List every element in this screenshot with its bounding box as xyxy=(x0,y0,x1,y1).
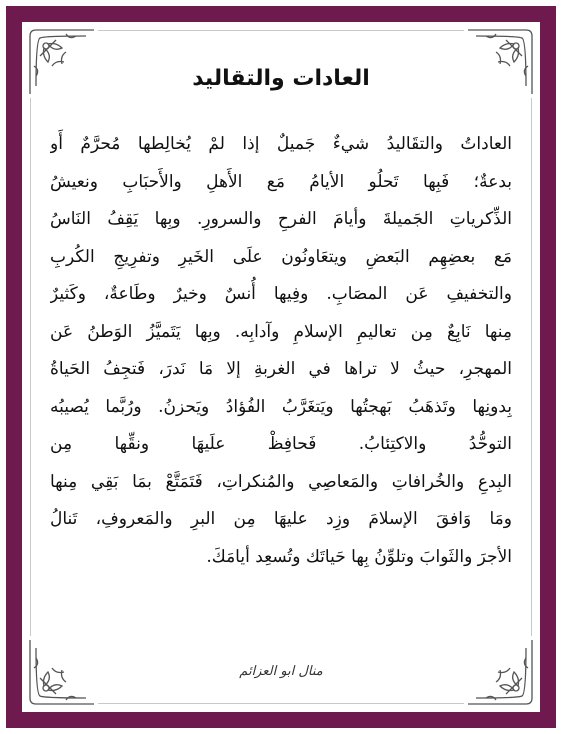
paragraph-line: والتخفيفِ عَن المصَابِ. وفِيها أُنسٌ وخيرٌ وطَاعةٌ، وكَثيرٌ xyxy=(50,284,512,304)
paragraph-line: التوحُّدُ والاكتِئابُ. فَحافِظْ علَيهَا ونقِّها مِن xyxy=(50,434,512,454)
border-line-right xyxy=(531,98,532,636)
paragraph-line: الذِّكرياتِ الجَميلةَ وأيامَ الفرحِ والسرورِ. وبِها يَقِفُ النَاسُ xyxy=(50,209,512,229)
purple-frame xyxy=(6,6,556,728)
body-paragraph xyxy=(50,126,512,576)
paragraph-line: المهجرِ، حيثُ لا تراها في الغربةِ إلا مَا نَدرَ، فَتجِفُ الحَياةُ xyxy=(50,359,512,379)
paragraph-line: بدعةٌ؛ فَبِها تَحلُو الأيامُ مَع الأَهلِ والأَحبَابِ ونعيشُ xyxy=(50,171,512,192)
paragraph-line: ومَا وَافقَ الإسلامَ وزِد عليهَا مِن البرِ والمَعروفِ، تَنالُ xyxy=(50,509,512,529)
border-line-bottom xyxy=(98,703,464,704)
paragraph-line: الأجرَ والثَوابَ وتلوِّنُ بِها حَياتَك وتُسعِد أيامَكَ. xyxy=(206,546,512,567)
border-line-top xyxy=(98,30,464,31)
paper-area xyxy=(22,22,540,712)
paragraph-line: مِنها نَابِعٌ مِن تعاليمِ الإسلامِ وآدابِه. وبِها يَتَميَّزُ الوَطنُ عَن xyxy=(50,321,512,342)
paragraph-line: العاداتُ والتقَاليدُ شيءٌ جَميلٌ إذا لمْ يُخالِطها مُحرَّمٌ أَو xyxy=(50,134,512,154)
page-title: العادات والتقاليد xyxy=(192,66,370,91)
paragraph-line: البِدعِ والخُرافاتِ والمَعاصِي والمُنكراتِ، فَتَمَتَّعْ بمَا بَقِي مِنها xyxy=(50,471,512,492)
paragraph-line: مَع بعضِهِم البَعضِ ويتعَاونُون علَى الخَيرِ وتفرِيجِ الكُربِ xyxy=(50,246,512,267)
author-signature: منال ابو العزائم xyxy=(239,664,323,679)
paragraph-line: بِدونِها وتَذهَبُ بَهجتُها ويَتغَرَّبُ الفُؤادُ ويَحزنُ. ورُبَّما يُصيبُه xyxy=(50,396,512,417)
border-line-left xyxy=(30,98,31,636)
